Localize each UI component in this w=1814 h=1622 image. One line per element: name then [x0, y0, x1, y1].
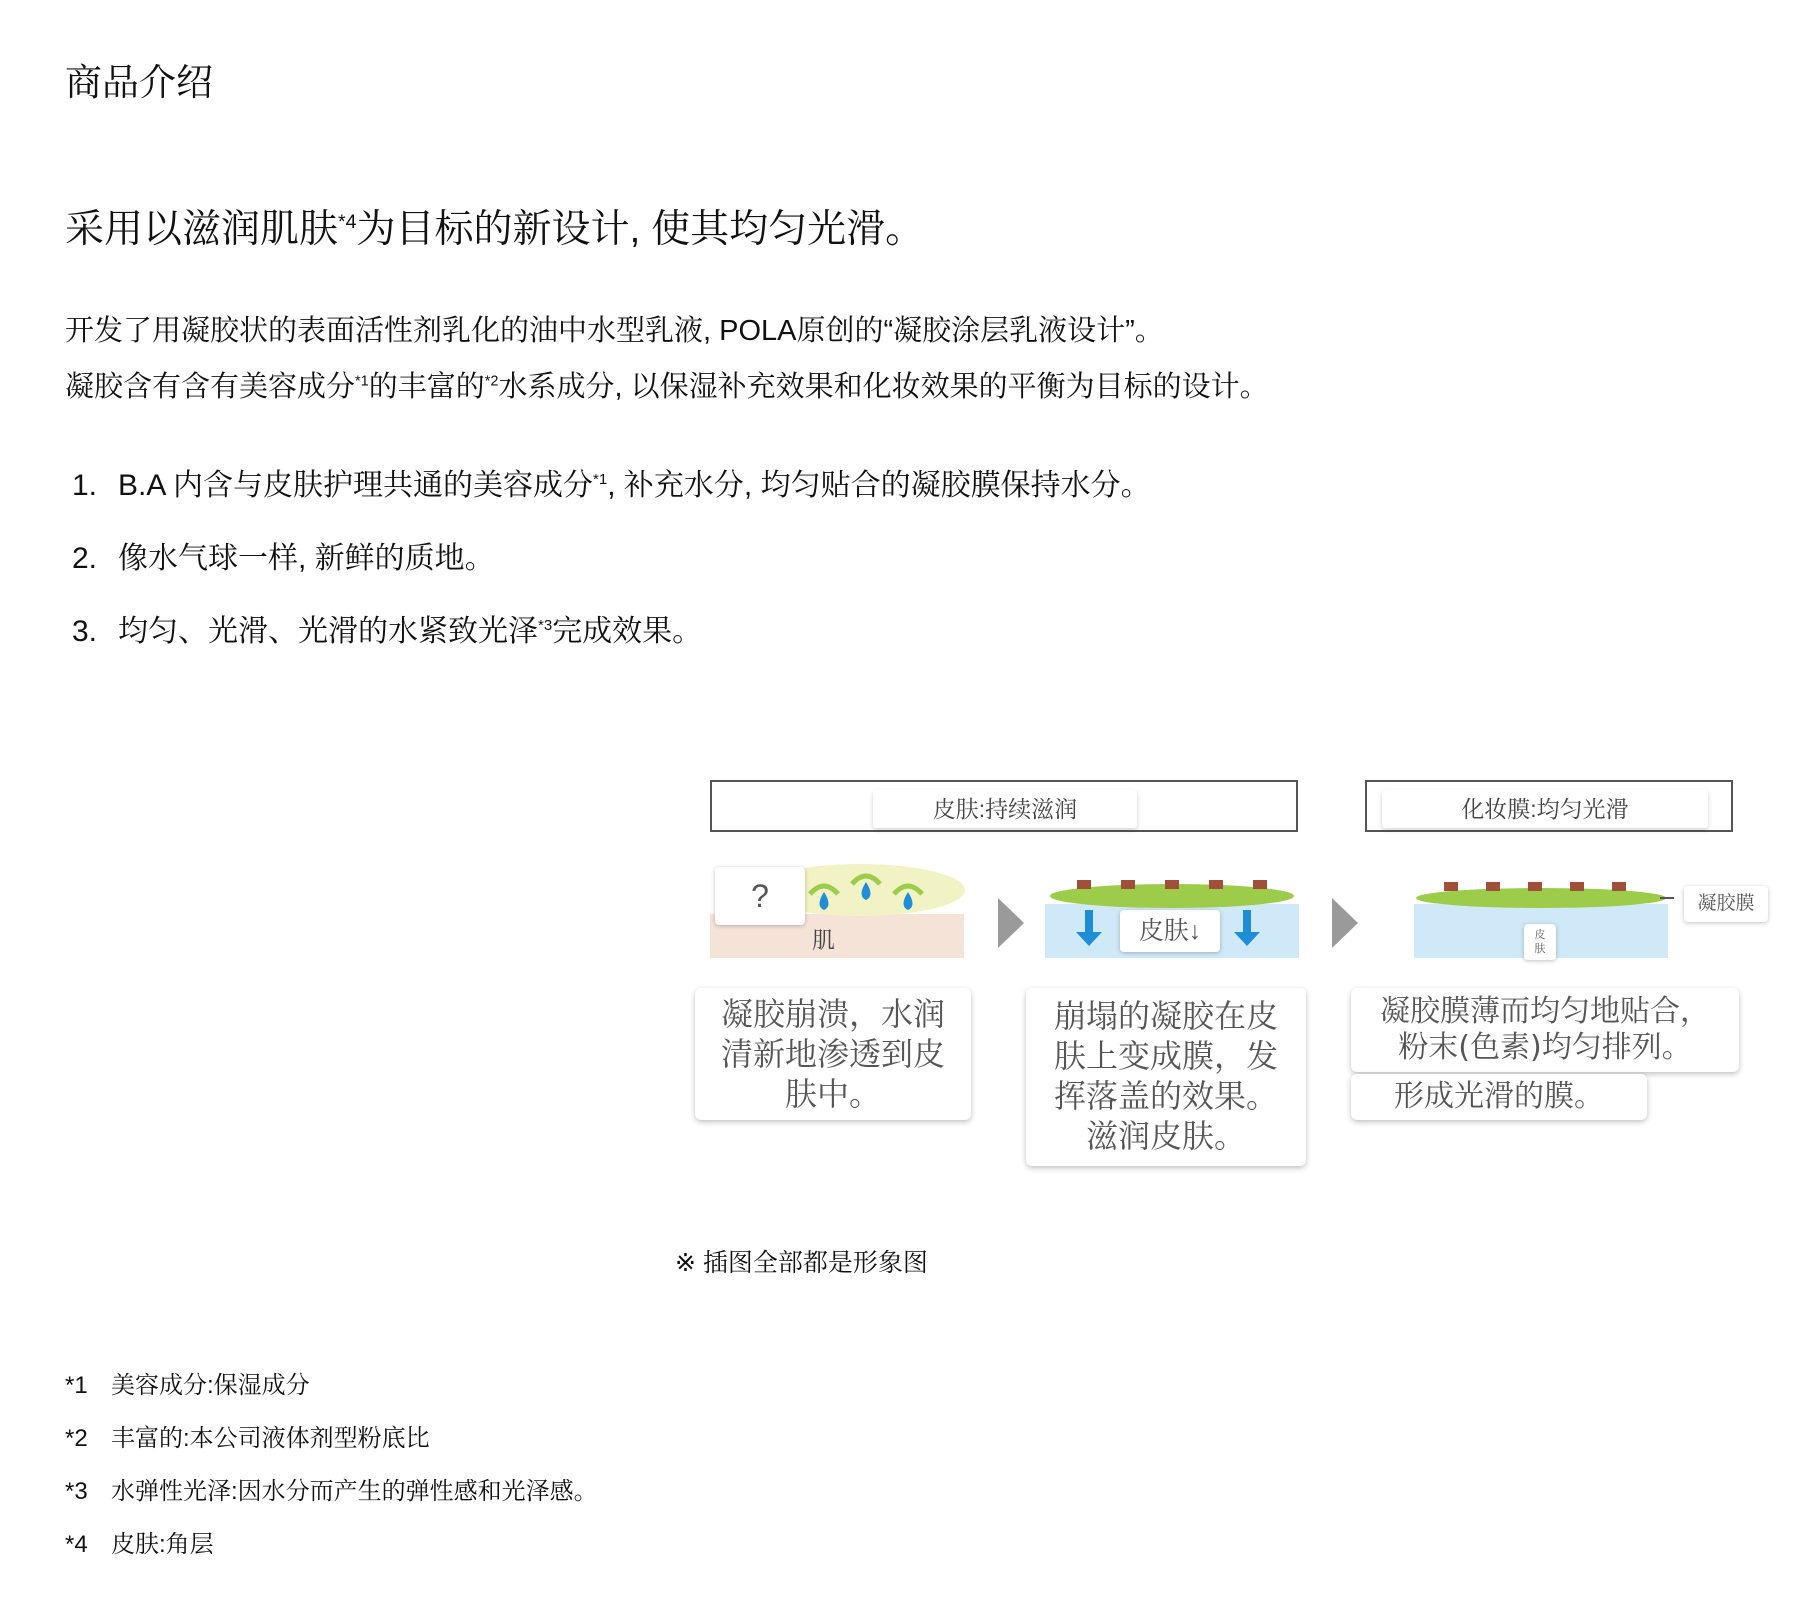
feature-sup: *1	[593, 471, 608, 488]
headline-text-end: 为目标的新设计, 使其均匀光滑。	[356, 208, 925, 251]
skin-label: 肌	[812, 927, 835, 953]
stage-arrow-1	[998, 898, 1024, 948]
headline-text: 采用以滋润肌肤	[65, 208, 339, 251]
header-makeup-label: 化妆膜:均匀光滑	[1382, 790, 1708, 828]
feature-item	[72, 533, 495, 577]
pigment-particle	[1121, 880, 1135, 889]
skin-down-tag: 皮肤↓	[1120, 910, 1220, 952]
pigment-particle	[1253, 880, 1267, 889]
pigment-particle	[1612, 882, 1626, 891]
feature-item	[72, 606, 702, 650]
footnote	[65, 1365, 310, 1400]
feature-text-end: , 补充水分, 均匀贴合的凝胶膜保持水分。	[607, 469, 1151, 502]
pigment-particle	[1570, 882, 1584, 891]
illustration-note: ※ 插图全部都是形象图	[675, 1249, 928, 1277]
intro-sup-1: *1	[355, 373, 369, 390]
skin-mini-char: 肤	[1534, 943, 1546, 955]
question-tag: ?	[715, 867, 805, 925]
feature-text: 均匀、光滑、光滑的水紧致光泽	[118, 615, 538, 648]
stage-arrow-2	[1332, 898, 1358, 948]
footnote-text: 美容成分:保湿成分	[111, 1372, 310, 1399]
pigment-particle	[1165, 880, 1179, 889]
caption-line: 凝胶崩溃，水润	[720, 995, 945, 1033]
pigment-particle	[1444, 882, 1458, 891]
footnote-text: 丰富的:本公司液体剂型粉底比	[111, 1425, 430, 1452]
caption-line: 凝胶膜薄而均匀地贴合，	[1380, 994, 1710, 1029]
intro-line-1: 开发了用凝胶状的表面活性剂乳化的油中水型乳液, POLA原创的“凝胶涂层乳液设计”。	[65, 315, 1164, 347]
mechanism-diagram	[690, 780, 1790, 1180]
stage1-caption	[695, 988, 971, 1120]
feature-item	[72, 460, 1151, 504]
intro-line-2-c: 水系成分, 以保湿补充效果和化妆效果的平衡为目标的设计。	[498, 371, 1269, 403]
footnote-mark: *1	[65, 1372, 88, 1399]
feature-sup: *3	[538, 617, 553, 634]
footnote	[65, 1418, 430, 1453]
caption-line: 肤中。	[784, 1075, 881, 1113]
feature-number: 1.	[72, 469, 98, 502]
stage2-caption	[1026, 988, 1306, 1166]
header-skin-label: 皮肤:持续滋润	[873, 790, 1137, 828]
feature-text-end: 完成效果。	[552, 615, 703, 648]
caption-line: 肤上变成膜，发	[1053, 1037, 1278, 1075]
intro-sup-2: *2	[484, 373, 499, 390]
intro-line-2	[65, 364, 1269, 405]
caption-line: 粉末(色素)均匀排列。	[1398, 1030, 1692, 1065]
feature-number: 3.	[72, 615, 98, 648]
headline	[65, 198, 924, 254]
caption-line: 清新地渗透到皮	[720, 1035, 945, 1073]
feature-number: 2.	[72, 542, 98, 575]
footnote-mark: *4	[65, 1531, 88, 1558]
caption-line: 崩塌的凝胶在皮	[1053, 997, 1278, 1035]
pigment-particle	[1209, 880, 1223, 889]
footnote	[65, 1471, 598, 1506]
intro-line-2-a: 凝胶含有含有美容成分	[65, 371, 356, 403]
skin-mini-char: 皮	[1534, 929, 1546, 941]
section-title: 商品介绍	[65, 62, 213, 103]
footnote-text: 水弹性光泽:因水分而产生的弹性感和光泽感。	[111, 1478, 598, 1505]
gel-film-label: 凝胶膜	[1684, 886, 1768, 922]
footnote-text: 皮肤:角层	[111, 1531, 214, 1558]
caption-line: 滋润皮肤。	[1085, 1117, 1246, 1155]
feature-text: 像水气球一样, 新鲜的质地。	[118, 542, 495, 575]
feature-text: B.A 内含与皮肤护理共通的美容成分	[118, 469, 594, 502]
stage3-caption	[1351, 988, 1739, 1072]
footnote-mark: *2	[65, 1425, 88, 1452]
caption-line: 挥落盖的效果。	[1053, 1077, 1278, 1115]
stage3-caption-2: 形成光滑的膜。	[1351, 1074, 1647, 1120]
skin-mini-tag	[1524, 924, 1556, 960]
footnote-mark: *3	[65, 1478, 88, 1505]
pigment-particle	[1077, 880, 1091, 889]
pigment-particle	[1528, 882, 1542, 891]
headline-sup: *4	[338, 211, 357, 233]
footnote	[65, 1524, 214, 1559]
intro-line-2-b: 的丰富的	[368, 371, 485, 403]
pigment-particle	[1486, 882, 1500, 891]
